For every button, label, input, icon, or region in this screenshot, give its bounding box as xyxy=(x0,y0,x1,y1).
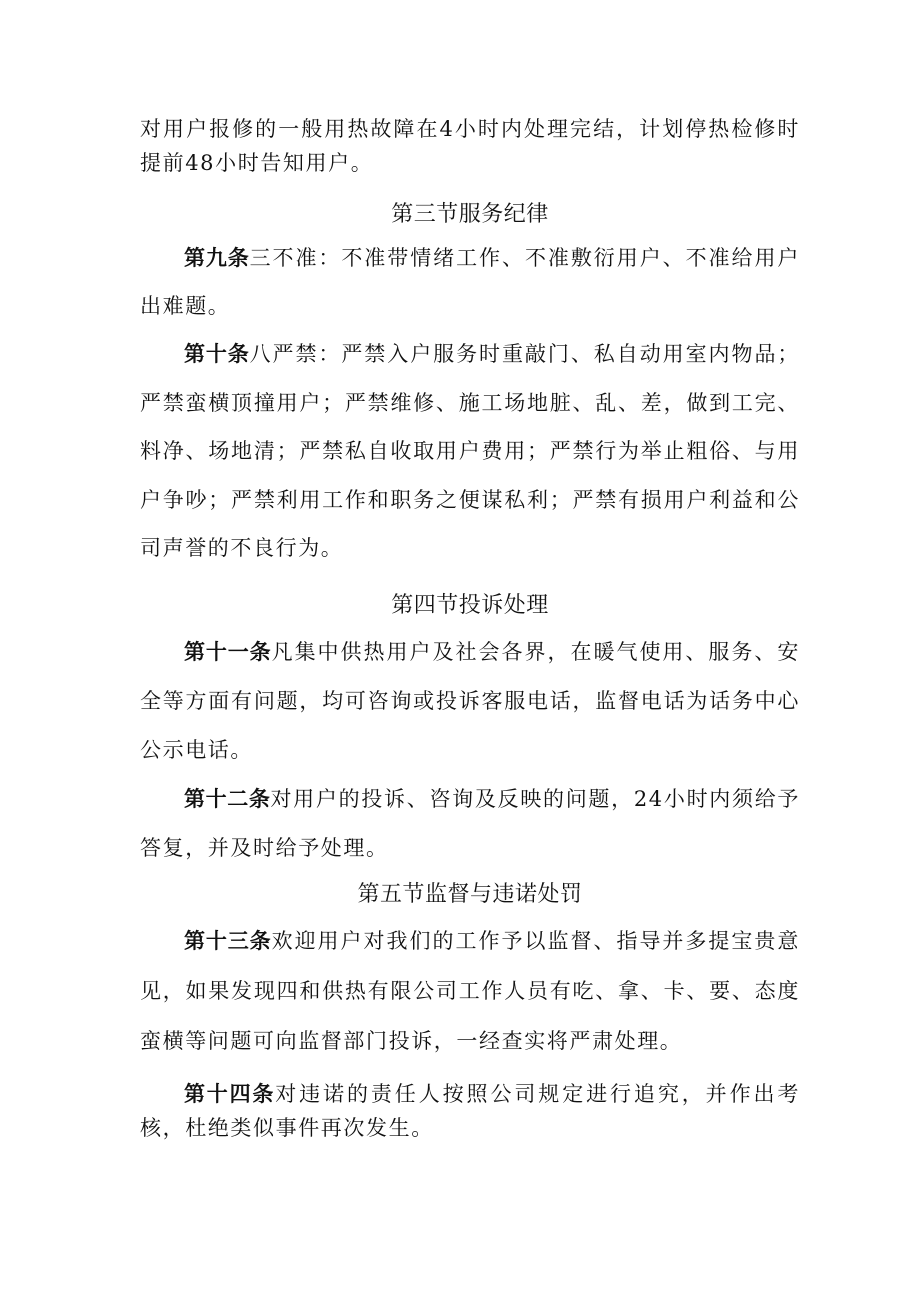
section-heading-5: 第五节监督与违诺处罚 xyxy=(357,882,583,907)
article-13 xyxy=(140,916,800,1066)
article-11-text: 凡集中供热用户及社会各界，在暖气使用、服务、安全等方面有问题，均可咨询或投诉客服电话，监督电话为话务中心公示电话。 xyxy=(140,640,800,762)
article-10-label: 第十条 xyxy=(184,342,250,366)
article-12-text: 对用户的投诉、咨询及反映的问题，24小时内须给予答复，并及时给予处理。 xyxy=(140,787,801,860)
article-10-text: 八严禁：严禁入户服务时重敲门、私自动用室内物品；严禁蛮横顶撞用户；严禁维修、施工场地脏、乱、差，做到工完、料净、场地清；严禁私自收取用户费用；严禁行为举止粗俗、与用户争吵；严禁利用工作和职务之便谋私利；严禁有损用户利益和公司声誉的不良行为。 xyxy=(140,342,801,560)
article-14 xyxy=(140,1077,800,1145)
article-9-label: 第九条 xyxy=(184,246,250,270)
article-12-label: 第十二条 xyxy=(184,787,271,811)
article-13-label: 第十三条 xyxy=(184,929,272,953)
article-12 xyxy=(140,775,800,873)
section-heading-3: 第三节服务纪律 xyxy=(391,202,549,227)
article-14-text: 对违诺的责任人按照公司规定进行追究，并作出考核，杜绝类似事件再次发生。 xyxy=(140,1082,800,1140)
section-heading-4: 第四节投诉处理 xyxy=(391,593,549,618)
article-11 xyxy=(140,628,800,775)
intro-text: 对用户报修的一般用热故障在4小时内处理完结，计划停热检修时提前48小时告知用户。 xyxy=(140,117,800,175)
article-11-label: 第十一条 xyxy=(184,640,272,664)
article-13-text: 欢迎用户对我们的工作予以监督、指导并多提宝贵意见，如果发现四和供热有限公司工作人员有吃、拿、卡、要、态度蛮横等问题可向监督部门投诉，一经查实将严肃处理。 xyxy=(140,929,800,1053)
article-9-text: 三不准：不准带情绪工作、不准敷衍用户、不准给用户出难题。 xyxy=(140,246,801,318)
article-10 xyxy=(140,330,800,573)
article-9 xyxy=(140,234,800,330)
article-14-label: 第十四条 xyxy=(184,1082,276,1106)
intro-paragraph xyxy=(140,112,800,180)
